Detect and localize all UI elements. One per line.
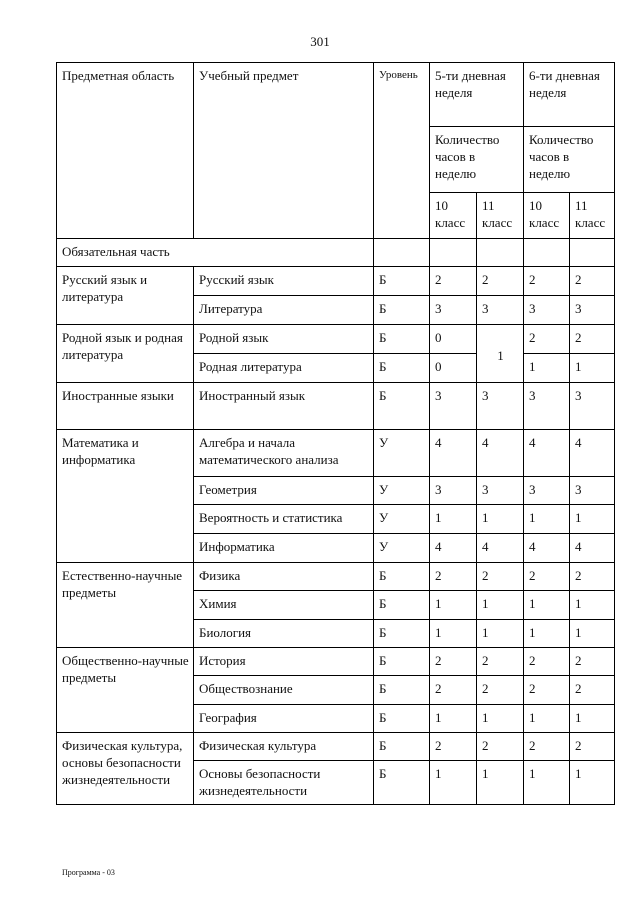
level-cell: Б — [374, 733, 430, 761]
hours-cell-6-11: 2 — [570, 267, 615, 296]
subject-name-cell: География — [194, 705, 374, 733]
header-row-week — [57, 63, 615, 127]
hours-cell-6-10: 2 — [524, 325, 570, 354]
hours-cell-5-11: 2 — [477, 267, 524, 296]
table-row — [57, 563, 615, 591]
hours-cell-5-10: 1 — [430, 705, 477, 733]
hours-cell-5-10: 2 — [430, 563, 477, 591]
level-cell: Б — [374, 383, 430, 430]
header-week5: 5-ти дневная неделя — [430, 63, 524, 127]
subject-area-cell: Родной язык и родная литература — [57, 325, 194, 383]
hours-cell-5-11: 2 — [477, 563, 524, 591]
header-hours5: Количество часов в неделю — [430, 127, 524, 193]
header-subject-area: Предметная область — [57, 63, 194, 239]
hours-cell-5-10: 3 — [430, 296, 477, 325]
level-cell: У — [374, 505, 430, 534]
hours-cell-5-11: 2 — [477, 733, 524, 761]
hours-cell-6-10: 1 — [524, 761, 570, 805]
hours-cell-6-11: 2 — [570, 648, 615, 676]
subject-name-cell: Русский язык — [194, 267, 374, 296]
hours-cell-5-11: 4 — [477, 430, 524, 477]
hours-cell-5-11: 1 — [477, 705, 524, 733]
subject-name-cell: Вероятность и статистика — [194, 505, 374, 534]
subject-area-cell: Математика и информатика — [57, 430, 194, 563]
hours-cell-6-11: 3 — [570, 477, 615, 505]
subject-area-cell: Русский язык и литература — [57, 267, 194, 325]
hours-cell-6-10: 3 — [524, 296, 570, 325]
hours-cell-5-11: 2 — [477, 676, 524, 705]
hours-cell-5-10: 1 — [430, 761, 477, 805]
hours-cell-6-11: 4 — [570, 430, 615, 477]
level-cell: Б — [374, 591, 430, 620]
subject-area-cell: Общественно-научные предметы — [57, 648, 194, 733]
table-row — [57, 430, 615, 477]
hours-cell-6-11: 3 — [570, 383, 615, 430]
level-cell: Б — [374, 648, 430, 676]
table-row — [57, 383, 615, 430]
subject-area-cell: Физическая культура, основы безопасности жизнедеятельности — [57, 733, 194, 805]
header-week6: 6-ти дневная неделя — [524, 63, 615, 127]
hours-cell-6-11: 2 — [570, 676, 615, 705]
header-grade-6-10: 10 класс — [524, 193, 570, 239]
hours-cell-6-10: 2 — [524, 563, 570, 591]
hours-cell-6-10: 4 — [524, 534, 570, 563]
hours-cell-5-11: 1 — [477, 761, 524, 805]
hours-cell-6-10: 3 — [524, 477, 570, 505]
hours-cell-6-10: 1 — [524, 505, 570, 534]
level-cell: Б — [374, 354, 430, 383]
subject-area-cell: Иностранные языки — [57, 383, 194, 430]
hours-cell-5-10: 0 — [430, 325, 477, 354]
section-row — [57, 239, 615, 267]
hours-cell-6-10: 4 — [524, 430, 570, 477]
subject-name-cell: Литература — [194, 296, 374, 325]
hours-cell-5-11: 3 — [477, 383, 524, 430]
header-grade-6-11: 11 класс — [570, 193, 615, 239]
hours-cell-6-11: 1 — [570, 620, 615, 648]
header-subject: Учебный предмет — [194, 63, 374, 239]
header-grade-5-11: 11 класс — [477, 193, 524, 239]
level-cell: Б — [374, 563, 430, 591]
subject-name-cell: Химия — [194, 591, 374, 620]
hours-cell-6-11: 1 — [570, 591, 615, 620]
subject-name-cell: История — [194, 648, 374, 676]
subject-name-cell: Родная литература — [194, 354, 374, 383]
level-cell: У — [374, 534, 430, 563]
level-cell: У — [374, 430, 430, 477]
hours-cell-5-10: 1 — [430, 505, 477, 534]
subject-name-cell: Родной язык — [194, 325, 374, 354]
level-cell: Б — [374, 705, 430, 733]
subject-name-cell: Геометрия — [194, 477, 374, 505]
hours-cell-5-11-merged: 1 — [477, 325, 524, 383]
level-cell: Б — [374, 325, 430, 354]
hours-cell-5-10: 2 — [430, 267, 477, 296]
hours-cell-5-11: 4 — [477, 534, 524, 563]
hours-cell-5-10: 0 — [430, 354, 477, 383]
hours-cell-5-10: 2 — [430, 733, 477, 761]
table-row — [57, 648, 615, 676]
hours-cell-5-10: 3 — [430, 477, 477, 505]
hours-cell-6-10: 2 — [524, 733, 570, 761]
table-row — [57, 733, 615, 761]
subject-name-cell: Алгебра и начала математического анализа — [194, 430, 374, 477]
header-hours6: Количество часов в неделю — [524, 127, 615, 193]
hours-cell-5-10: 1 — [430, 591, 477, 620]
hours-cell-5-10: 4 — [430, 534, 477, 563]
hours-cell-6-10: 1 — [524, 354, 570, 383]
hours-cell-5-10: 2 — [430, 676, 477, 705]
hours-cell-6-11: 1 — [570, 505, 615, 534]
level-cell: У — [374, 477, 430, 505]
level-cell: Б — [374, 267, 430, 296]
hours-cell-6-11: 1 — [570, 354, 615, 383]
hours-cell-6-10: 2 — [524, 648, 570, 676]
hours-cell-6-11: 1 — [570, 705, 615, 733]
hours-cell-5-11: 1 — [477, 591, 524, 620]
page-number: 301 — [310, 34, 330, 49]
curriculum-table — [56, 62, 615, 805]
hours-cell-5-11: 1 — [477, 620, 524, 648]
hours-cell-5-11: 1 — [477, 505, 524, 534]
hours-cell-6-10: 1 — [524, 591, 570, 620]
table-row — [57, 325, 615, 354]
subject-name-cell: Биология — [194, 620, 374, 648]
subject-name-cell: Иностранный язык — [194, 383, 374, 430]
hours-cell-6-11: 2 — [570, 563, 615, 591]
hours-cell-5-10: 2 — [430, 648, 477, 676]
footer-program-label: Программа - 03 — [62, 868, 115, 877]
section-mandatory: Обязательная часть — [57, 239, 374, 267]
hours-cell-6-11: 1 — [570, 761, 615, 805]
subject-name-cell: Основы безопасности жизнедеятельности — [194, 761, 374, 805]
header-level: Уровень — [374, 63, 430, 239]
hours-cell-6-11: 4 — [570, 534, 615, 563]
hours-cell-6-10: 2 — [524, 676, 570, 705]
level-cell: Б — [374, 761, 430, 805]
hours-cell-6-10: 1 — [524, 705, 570, 733]
subject-name-cell: Информатика — [194, 534, 374, 563]
level-cell: Б — [374, 676, 430, 705]
level-cell: Б — [374, 620, 430, 648]
hours-cell-5-10: 3 — [430, 383, 477, 430]
hours-cell-5-11: 2 — [477, 648, 524, 676]
subject-name-cell: Физическая культура — [194, 733, 374, 761]
level-cell: Б — [374, 296, 430, 325]
header-grade-5-10: 10 класс — [430, 193, 477, 239]
subject-area-cell: Естественно-научные предметы — [57, 563, 194, 648]
hours-cell-6-11: 3 — [570, 296, 615, 325]
subject-name-cell: Обществознание — [194, 676, 374, 705]
hours-cell-6-10: 1 — [524, 620, 570, 648]
hours-cell-6-11: 2 — [570, 325, 615, 354]
hours-cell-5-11: 3 — [477, 296, 524, 325]
hours-cell-6-10: 3 — [524, 383, 570, 430]
table-row — [57, 267, 615, 296]
subject-name-cell: Физика — [194, 563, 374, 591]
hours-cell-5-10: 4 — [430, 430, 477, 477]
hours-cell-6-11: 2 — [570, 733, 615, 761]
hours-cell-5-10: 1 — [430, 620, 477, 648]
hours-cell-6-10: 2 — [524, 267, 570, 296]
hours-cell-5-11: 3 — [477, 477, 524, 505]
